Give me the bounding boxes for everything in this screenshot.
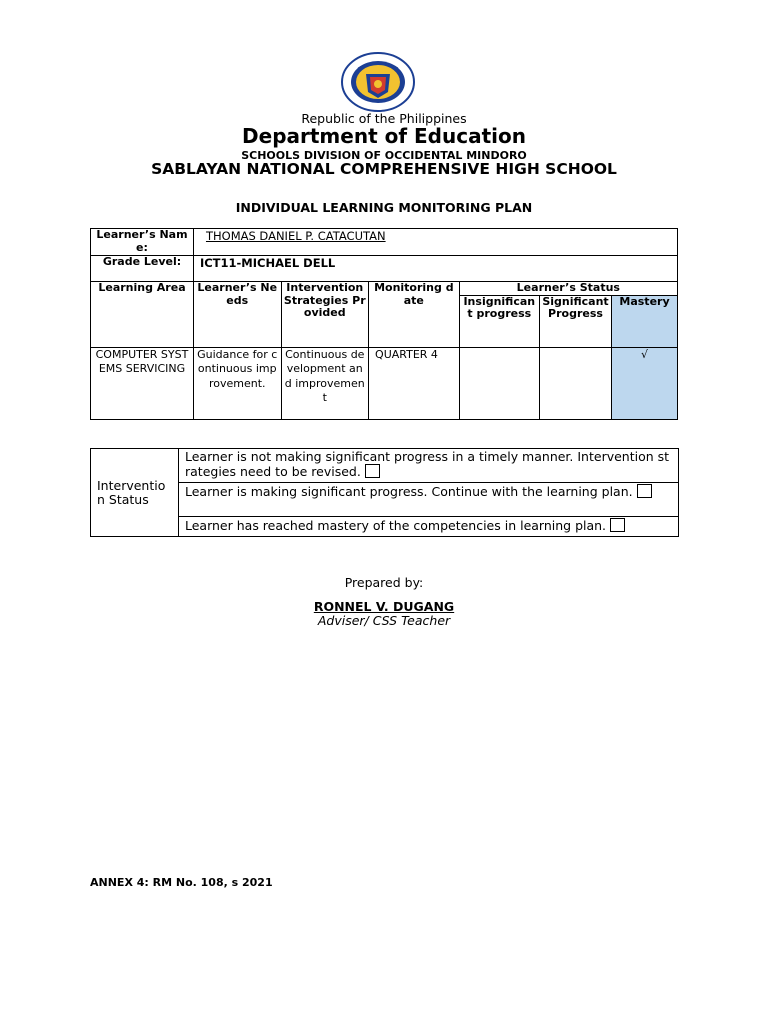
grade-level-label: Grade Level:	[91, 256, 194, 282]
cell-learners-needs: Guidance for continuous improvement.	[193, 347, 281, 419]
header-intervention-strategies: Intervention Strategies Provided	[281, 282, 369, 348]
cell-significant-progress	[539, 347, 611, 419]
header-significant-progress: Significant Progress	[539, 295, 611, 347]
annex-reference: ANNEX 4: RM No. 108, s 2021	[90, 876, 273, 889]
continue-checkbox[interactable]	[637, 484, 652, 498]
preparer-name: RONNEL V. DUGANG	[313, 599, 455, 614]
cell-intervention-strategies: Continuous development and improvement	[281, 347, 369, 419]
intervention-status-label: Intervention Status	[91, 449, 179, 537]
deped-seal-logo	[340, 52, 416, 112]
plan-title: INDIVIDUAL LEARNING MONITORING PLAN	[235, 200, 533, 215]
cell-insignificant-progress	[459, 347, 539, 419]
learner-name-label: Learner’s Name:	[91, 229, 194, 256]
revise-checkbox[interactable]	[365, 464, 380, 478]
mastery-checkbox[interactable]	[610, 518, 625, 532]
intervention-status-table	[90, 448, 679, 537]
department-title: Department of Education	[242, 124, 526, 148]
status-option-continue	[179, 483, 679, 517]
status-option-continue-text: Learner is making significant progress. Continue with the learning plan.	[185, 484, 633, 499]
learner-name-value: THOMAS DANIEL P. CATACUTAN	[205, 229, 386, 243]
header-learners-needs: Learner’s Needs	[193, 282, 281, 348]
preparer-role: Adviser/ CSS Teacher	[317, 613, 451, 628]
prepared-by-label: Prepared by:	[344, 575, 424, 590]
school-name: SABLAYAN NATIONAL COMPREHENSIVE HIGH SCHOOL	[151, 160, 617, 178]
status-option-mastery-text: Learner has reached mastery of the competencies in learning plan.	[185, 518, 607, 533]
cell-monitoring-date: QUARTER 4	[369, 347, 460, 419]
grade-level-value: ICT11-MICHAEL DELL	[193, 256, 677, 282]
cell-learning-area: COMPUTER SYSTEMS SERVICING	[91, 347, 194, 419]
status-option-mastery	[179, 517, 679, 537]
cell-mastery-check: √	[612, 347, 678, 419]
monitoring-table	[90, 228, 678, 420]
status-option-revise	[179, 449, 679, 483]
header-learning-area: Learning Area	[91, 282, 194, 348]
header-mastery: Mastery	[612, 295, 678, 347]
republic-line: Republic of the Philippines	[301, 111, 467, 126]
status-option-revise-text: Learner is not making significant progress in a timely manner. Intervention strategies need to be revised.	[185, 449, 670, 479]
header-learners-status: Learner’s Status	[459, 282, 677, 296]
division-name: SCHOOLS DIVISION OF OCCIDENTAL MINDORO	[241, 149, 527, 162]
header-insignificant-progress: Insignificant progress	[459, 295, 539, 347]
header-monitoring-date: Monitoring date	[369, 282, 460, 348]
